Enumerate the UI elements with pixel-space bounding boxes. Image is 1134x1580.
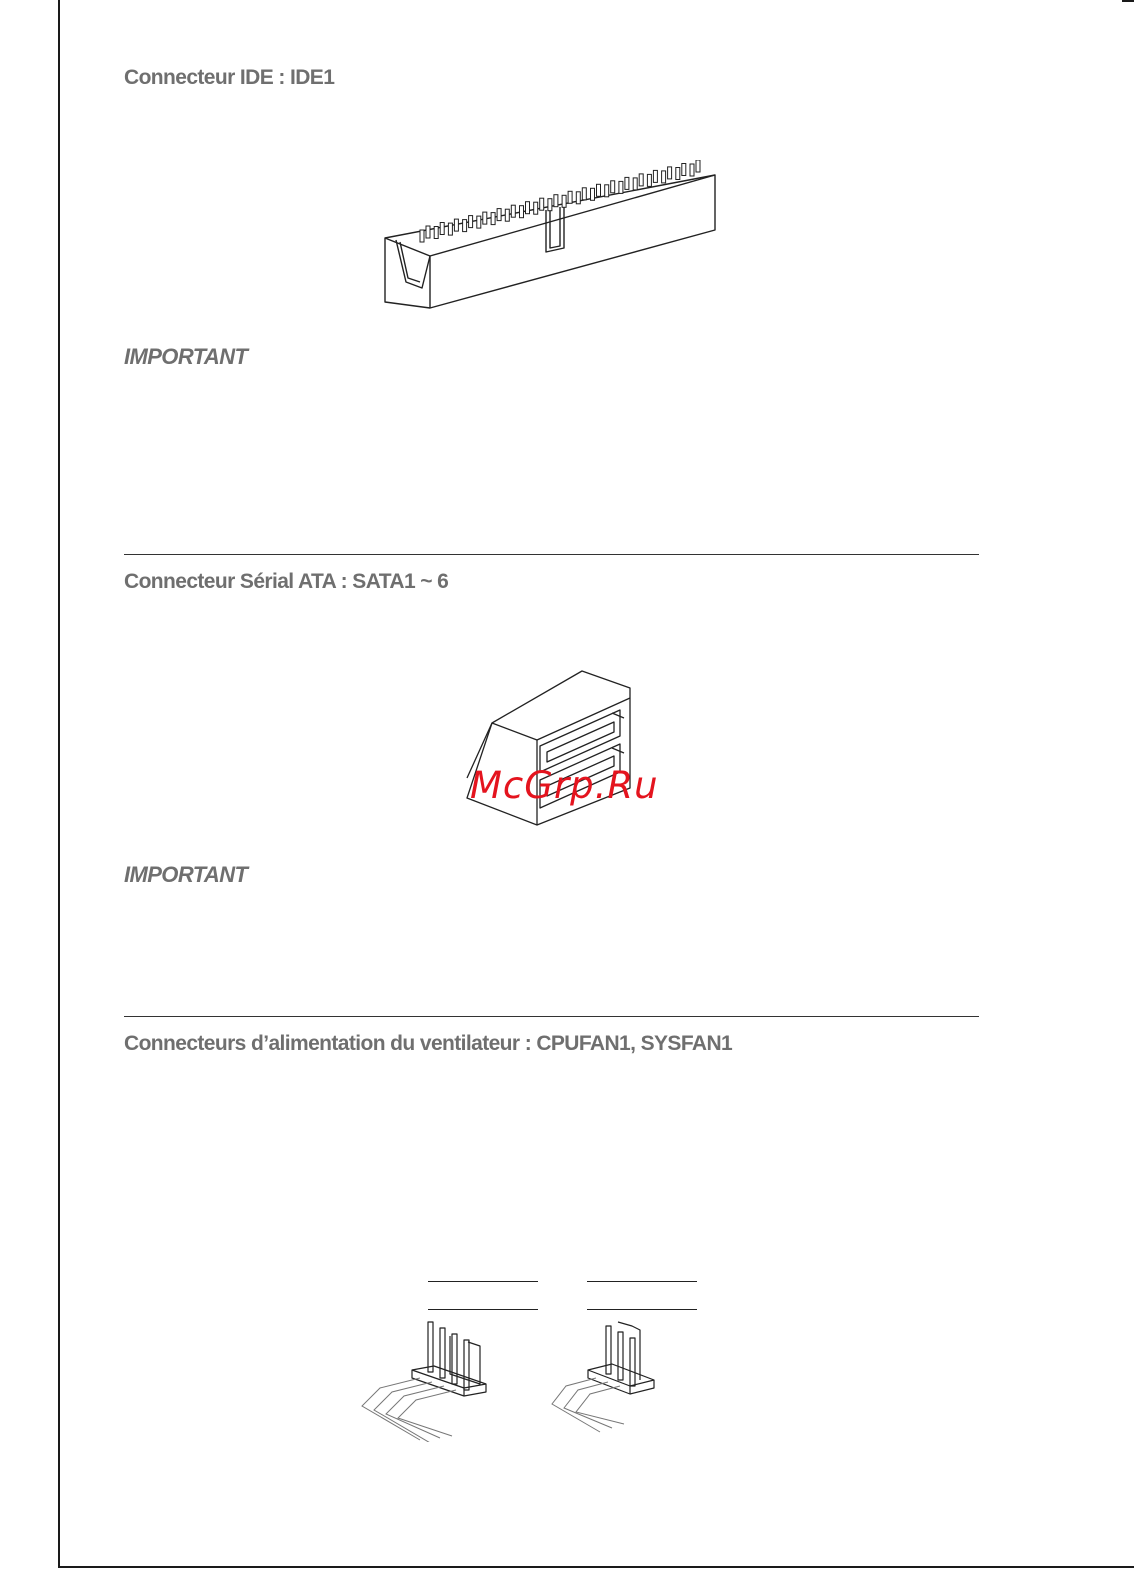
section-divider [124, 554, 979, 555]
important-label-ide: IMPORTANT [124, 344, 248, 369]
ide-pin [576, 192, 580, 204]
three-pin-fan-connector-illustration [548, 1318, 664, 1434]
four-pin-fan-connector-illustration [360, 1318, 490, 1442]
ide-pin [633, 178, 637, 190]
ide-pin [463, 220, 467, 232]
watermark: McGrp.Ru [470, 764, 659, 807]
ide-pin [420, 230, 424, 242]
ide-pin [511, 205, 515, 217]
important-label-sata: IMPORTANT [124, 862, 248, 887]
ide-pin [426, 226, 430, 238]
section-heading-ide: Connecteur IDE : IDE1 [124, 66, 335, 89]
ide-pin [611, 181, 615, 193]
ide-pin [662, 171, 666, 183]
ide-pin [562, 195, 566, 207]
ide-pin [668, 167, 672, 179]
ide-pin [597, 184, 601, 196]
section-heading-fan: Connecteurs d’alimentation du ventilateur : CPUFAN1, SYSFAN1 [124, 1032, 733, 1055]
ide-pin [454, 219, 458, 231]
ide-pin [605, 185, 609, 197]
page-frame-bottom [58, 1566, 1134, 1568]
ide-pin [653, 170, 657, 182]
ide-pin [526, 202, 530, 214]
ide-pin [696, 160, 700, 172]
ide-pin [448, 223, 452, 235]
ide-pin [491, 213, 495, 225]
section-heading-sata: Connecteur Sérial ATA : SATA1 ~ 6 [124, 570, 449, 593]
ide-pin [582, 188, 586, 200]
label-underline [587, 1281, 697, 1282]
ide-pin [483, 212, 487, 224]
ide-pin [520, 206, 524, 218]
ide-pin [548, 199, 552, 211]
ide-pin [591, 188, 595, 200]
page-corner-mark [1122, 0, 1134, 2]
ide-pin [619, 181, 623, 193]
ide-pin [639, 174, 643, 186]
page-frame-left [58, 0, 60, 1568]
ide-pin [625, 177, 629, 189]
ide-pin [534, 202, 538, 214]
ide-pin [497, 209, 501, 221]
ide-pin [690, 164, 694, 176]
ide-pin [434, 227, 438, 239]
ide-connector-illustration [380, 160, 720, 312]
ide-pin [554, 195, 558, 207]
ide-pin [477, 216, 481, 228]
label-underline [428, 1309, 538, 1310]
ide-pin [682, 164, 686, 176]
label-underline [587, 1309, 697, 1310]
ide-pin [540, 198, 544, 210]
ide-pin [647, 174, 651, 186]
ide-pin [505, 209, 509, 221]
label-underline [428, 1281, 538, 1282]
ide-pin [676, 168, 680, 180]
ide-pin [469, 216, 473, 228]
ide-pin [440, 223, 444, 235]
section-divider [124, 1016, 979, 1017]
ide-pin [568, 191, 572, 203]
